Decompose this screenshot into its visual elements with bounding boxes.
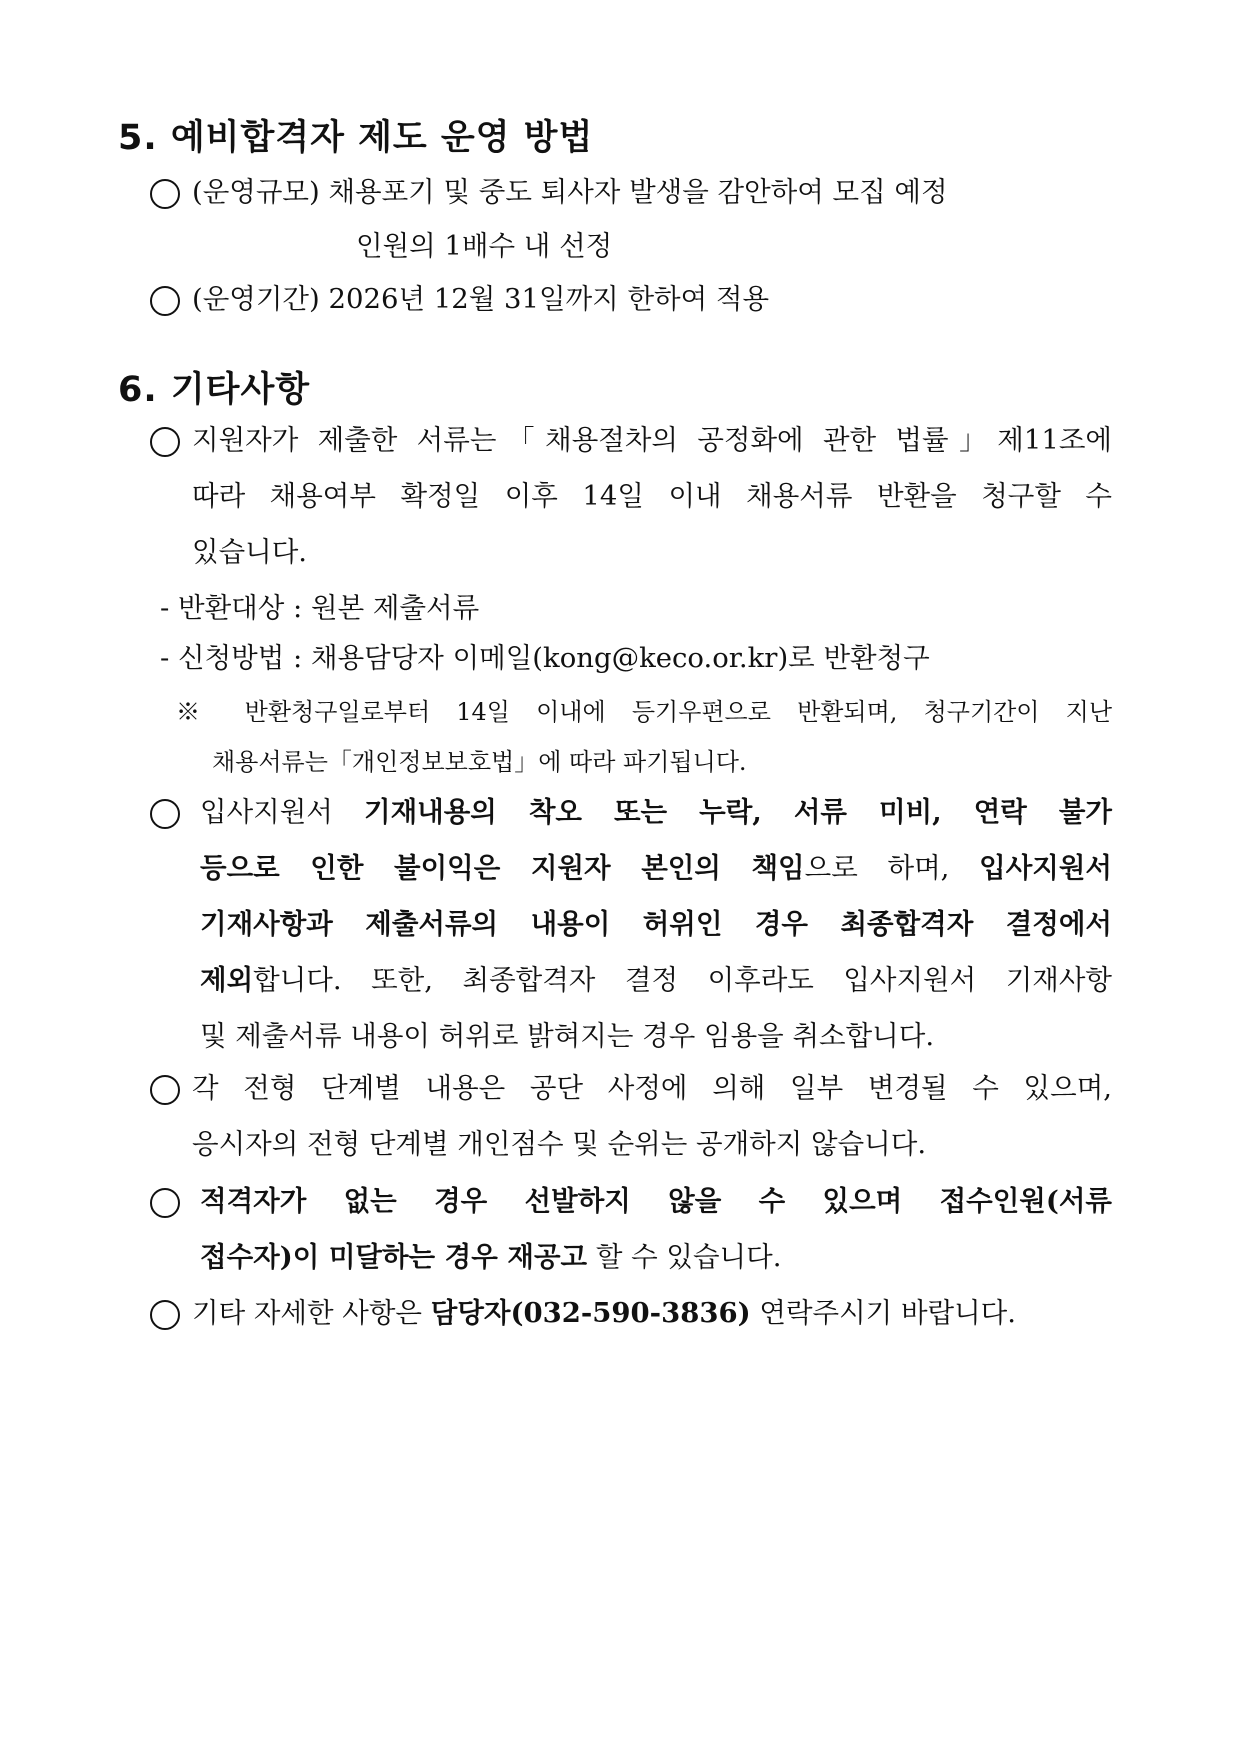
note-line: 채용서류는「개인정보보호법」에 따라 파기됩니다.: [212, 748, 747, 776]
item-text: 채용포기 및 중도 퇴사자 발생을 감안하여 모집 예정: [328, 176, 948, 208]
paragraph-line: [200, 904, 1112, 944]
circle-bullet-icon: [150, 799, 180, 829]
bold-text-run: 기재사항과 제출서류의 내용이 허위인 경우 최종합격자 결정에서: [200, 908, 1112, 940]
dash-item: - 반환대상 : 원본 제출서류: [160, 592, 480, 624]
section5-title: 5. 예비합격자 제도 운영 방법: [118, 118, 594, 158]
paragraph-line: [200, 1181, 1112, 1221]
circle-bullet-icon: [150, 1300, 180, 1330]
section5-item2: [192, 279, 769, 319]
text-run: 할 수 있습니다.: [587, 1241, 782, 1273]
paragraph-line: 응시자의 전형 단계별 개인점수 및 순위는 공개하지 않습니다.: [192, 1128, 927, 1160]
paragraph-line: [200, 848, 1112, 888]
paragraph-line: [200, 1237, 781, 1277]
bold-text-run: 기재내용의 착오 또는 누락, 서류 미비, 연락 불가: [364, 796, 1112, 828]
text-run: 입사지원서: [200, 796, 365, 828]
section5-item1: [192, 172, 1112, 212]
contact-phone: 담당자(032-590-3836): [430, 1297, 751, 1329]
bold-text-run: 입사지원서: [979, 852, 1112, 884]
paragraph-line: [200, 960, 1112, 1000]
circle-bullet-icon: [150, 1075, 180, 1105]
text-run: 연락주시기 바랍니다.: [750, 1297, 1016, 1329]
bold-text-run: 제외: [200, 964, 254, 996]
circle-bullet-icon: [150, 1188, 180, 1218]
note-line: ※ 반환청구일로부터 14일 이내에 등기우편으로 반환되며, 청구기간이 지난: [176, 698, 1112, 726]
paragraph-line: [192, 1293, 1016, 1333]
paragraph-line: 따라 채용여부 확정일 이후 14일 이내 채용서류 반환을 청구할 수: [192, 480, 1112, 512]
item-text: 2026년 12월 31일까지 한하여 적용: [328, 283, 770, 315]
text-run: 합니다. 또한, 최종합격자 결정 이후라도 입사지원서 기재사항: [253, 964, 1112, 996]
bold-text-run: 등으로 인한 불이익은 지원자 본인의 책임: [200, 852, 805, 884]
paragraph-line: 지원자가 제출한 서류는「채용절차의 공정화에 관한 법률」제11조에: [192, 424, 1112, 456]
circle-bullet-icon: [150, 179, 180, 209]
paragraph-line: 각 전형 단계별 내용은 공단 사정에 의해 일부 변경될 수 있으며,: [192, 1072, 1112, 1104]
text-run: 으로 하며,: [804, 852, 980, 884]
section6-title: 6. 기타사항: [118, 370, 311, 410]
bold-text-run: 적격자가 없는 경우 선발하지 않을 수 있으며 접수인원(서류: [200, 1185, 1112, 1217]
section5-item1-cont: 인원의 1배수 내 선정: [356, 230, 613, 262]
circle-bullet-icon: [150, 427, 180, 457]
paragraph-line: 있습니다.: [192, 536, 308, 568]
item-label: (운영기간): [192, 283, 320, 315]
text-run: 기타 자세한 사항은: [192, 1297, 431, 1329]
circle-bullet-icon: [150, 286, 180, 316]
bold-text-run: 접수자)이 미달하는 경우 재공고: [200, 1241, 588, 1273]
paragraph-line: [200, 792, 1112, 832]
dash-item: - 신청방법 : 채용담당자 이메일(kong@keco.or.kr)로 반환청구: [160, 642, 930, 674]
item-label: (운영규모): [192, 176, 320, 208]
paragraph-line: 및 제출서류 내용이 허위로 밝혀지는 경우 임용을 취소합니다.: [200, 1020, 935, 1052]
